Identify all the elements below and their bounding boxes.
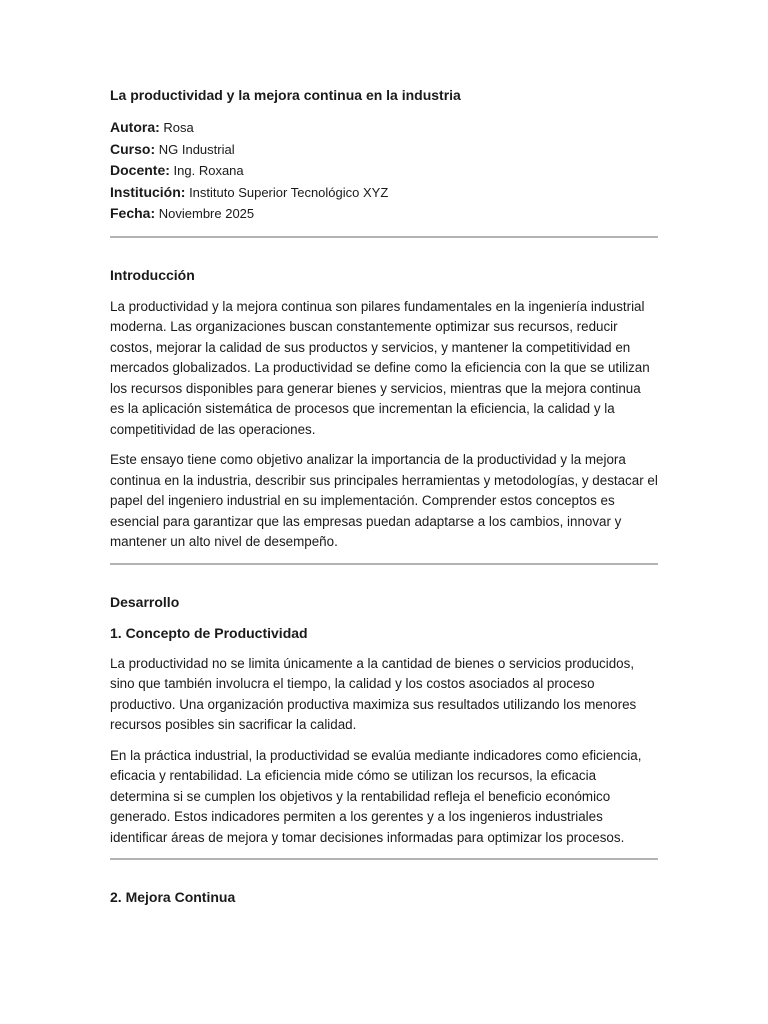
document-title: La productividad y la mejora continua en la industria (110, 87, 461, 103)
meta-teacher-label: Docente: (110, 162, 170, 178)
meta-course-label: Curso: (110, 140, 156, 157)
productivity-paragraph-2: En la práctica industrial, la productividad se evalúa mediante indicadores como eficiencia, eficacia y rentabilidad. La eficiencia mide cómo se utilizan los recursos, la eficacia determina si se cumplen los objetivos y la rentabilidad refleja el beneficio económico generado. Estos indicadores permiten a los gerentes y a los ingenieros industriales identificar áreas de mejora y tomar decisiones informadas para optimizar los procesos. (110, 747, 642, 845)
meta-teacher (110, 160, 658, 182)
meta-date-value: Noviembre 2025 (158, 206, 255, 221)
development-heading: Desarrollo (110, 593, 180, 610)
meta-date-label: Fecha: (110, 205, 156, 221)
productivity-paragraph-1: La productividad no se limita únicamente a la cantidad de bienes o servicios producidos, sino que también involucra el tiempo, la calidad y los costos asociados al proceso productivo. Una organización productiva maximiza sus resultados utilizando los menores recursos posibles sin sacrificar la calidad. (110, 655, 637, 732)
meta-date (110, 203, 658, 225)
introduction-heading: Introducción (110, 266, 195, 283)
meta-course (110, 139, 658, 161)
document-metadata (110, 117, 658, 225)
meta-institution (110, 182, 658, 204)
meta-author-value: Rosa (163, 120, 194, 135)
continuous-improvement-heading: 2. Mejora Continua (110, 889, 236, 905)
section-divider (110, 563, 658, 565)
meta-course-value: NG Industrial (158, 141, 235, 157)
introduction-paragraph-2: Este ensayo tiene como objetivo analizar la importancia de la productividad y la mejora continua en la industria, describir sus principales herramientas y metodologías, y destacar el papel del ingeniero industrial en su implementación. Comprender estos conceptos es esencial para garantizar que las empresas puedan adaptarse a los cambios, innovar y mantener un alto nivel de desempeño. (110, 452, 658, 549)
productivity-concept-heading: 1. Concepto de Productividad (110, 624, 308, 641)
meta-institution-value: Instituto Superior Tecnológico XYZ (189, 184, 389, 200)
meta-institution-label: Institución: (110, 183, 186, 200)
meta-teacher-value: Ing. Roxana (173, 163, 244, 178)
meta-author (110, 117, 658, 139)
section-divider (110, 236, 658, 238)
meta-author-label: Autora: (110, 119, 160, 135)
section-divider (110, 858, 658, 860)
introduction-paragraph-1: La productividad y la mejora continua son pilares fundamentales en la ingeniería industrial moderna. Las organizaciones buscan constantemente optimizar sus recursos, reducir costos, mejorar la calidad de sus productos y servicios, y mantener la competitividad en mercados globalizados. La productividad se define como la eficiencia con la que se utilizan los recursos disponibles para generar bienes y servicios, mientras que la mejora continua es la aplicación sistemática de procesos que incrementan la eficiencia, la calidad y la competitividad de las operaciones. (110, 298, 650, 437)
